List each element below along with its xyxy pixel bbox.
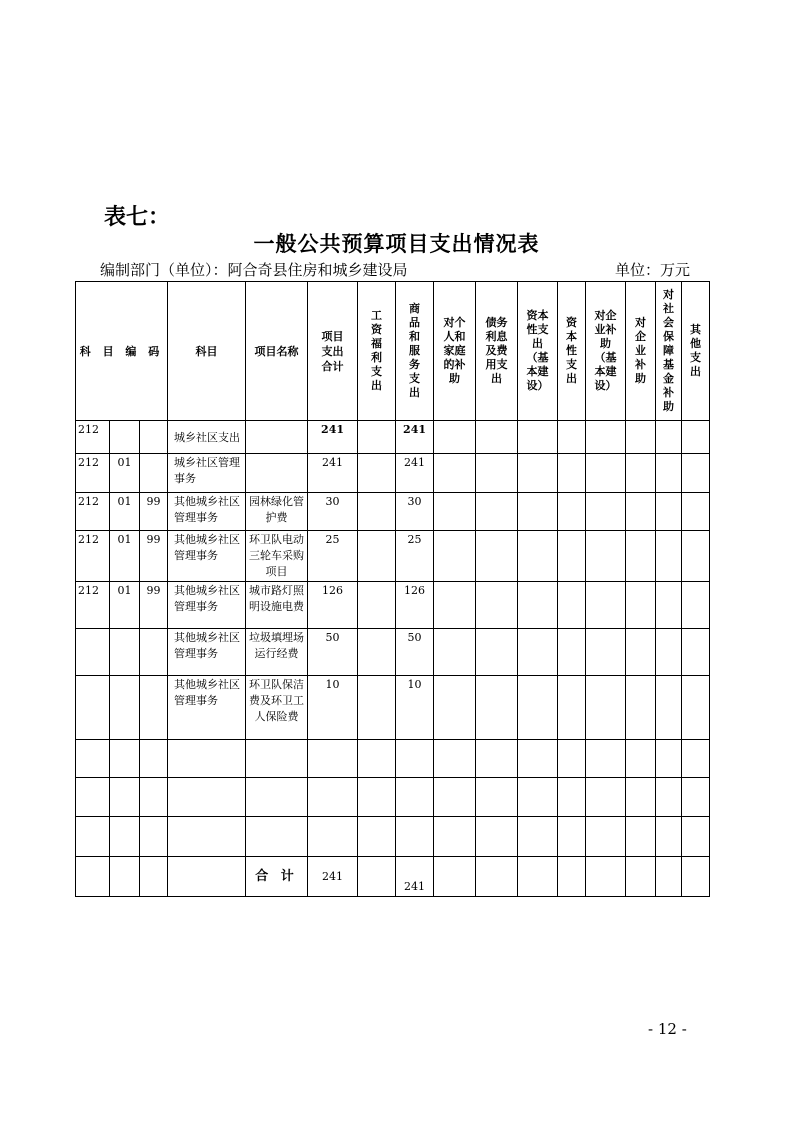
row-empty bbox=[682, 629, 710, 676]
header-subject: 科目 bbox=[168, 282, 246, 421]
row-subject: 城乡社区支出 bbox=[168, 421, 246, 454]
row-empty bbox=[586, 454, 626, 493]
table-row bbox=[76, 582, 710, 629]
row-empty bbox=[626, 421, 656, 454]
row-empty bbox=[518, 493, 558, 531]
row-empty bbox=[682, 421, 710, 454]
header-capital-construction bbox=[518, 282, 558, 421]
row-project: 城市路灯照明设施电费 bbox=[246, 582, 308, 629]
page-title: 一般公共预算项目支出情况表 bbox=[253, 231, 540, 256]
row-empty bbox=[434, 531, 476, 582]
row-subject: 其他城乡社区管理事务 bbox=[168, 582, 246, 629]
header-enterprise-subsidy-text: 对企业补助 bbox=[635, 316, 647, 385]
header-other bbox=[682, 282, 710, 421]
header-debt-interest-text: 债务利息及费用支出 bbox=[485, 316, 508, 385]
row-empty bbox=[558, 493, 586, 531]
row-code-class bbox=[76, 676, 110, 740]
row-empty bbox=[558, 531, 586, 582]
row-empty bbox=[626, 454, 656, 493]
summary-label: 合 计 bbox=[246, 857, 308, 897]
row-empty bbox=[434, 582, 476, 629]
row-code-item bbox=[140, 454, 168, 493]
row-empty bbox=[626, 493, 656, 531]
header-enterprise-subsidy-construction-text: 对企业补助（基本建设） bbox=[594, 309, 617, 392]
header-social-security-fund bbox=[656, 282, 682, 421]
row-code-section bbox=[110, 629, 140, 676]
row-empty bbox=[682, 454, 710, 493]
row-goods: 126 bbox=[396, 582, 434, 629]
row-project bbox=[246, 421, 308, 454]
row-goods: 241 bbox=[396, 421, 434, 454]
row-empty bbox=[656, 582, 682, 629]
row-code-section: 01 bbox=[110, 493, 140, 531]
row-code-section bbox=[110, 421, 140, 454]
row-wages bbox=[358, 676, 396, 740]
row-total: 241 bbox=[308, 454, 358, 493]
table-row-blank bbox=[76, 778, 710, 817]
row-total: 30 bbox=[308, 493, 358, 531]
header-enterprise-subsidy bbox=[626, 282, 656, 421]
row-empty bbox=[656, 531, 682, 582]
row-project bbox=[246, 454, 308, 493]
row-empty bbox=[434, 493, 476, 531]
row-empty bbox=[586, 629, 626, 676]
summary-total: 241 bbox=[308, 857, 358, 897]
row-empty bbox=[586, 531, 626, 582]
row-code-class: 212 bbox=[76, 582, 110, 629]
budget-table bbox=[75, 281, 710, 897]
row-total: 50 bbox=[308, 629, 358, 676]
row-wages bbox=[358, 454, 396, 493]
table-header-row bbox=[76, 282, 710, 421]
table-row-blank bbox=[76, 740, 710, 778]
summary-goods: 241 bbox=[396, 857, 434, 897]
department-label: 编制部门（单位）：阿合奇县住房和城乡建设局 bbox=[100, 261, 408, 279]
row-empty bbox=[656, 454, 682, 493]
row-wages bbox=[358, 421, 396, 454]
row-empty bbox=[434, 421, 476, 454]
row-empty bbox=[682, 493, 710, 531]
row-empty bbox=[518, 454, 558, 493]
row-empty bbox=[518, 676, 558, 740]
row-total: 126 bbox=[308, 582, 358, 629]
header-project-total bbox=[308, 282, 358, 421]
row-empty bbox=[518, 531, 558, 582]
row-subject: 其他城乡社区管理事务 bbox=[168, 676, 246, 740]
row-project: 环卫队保洁费及环卫工人保险费 bbox=[246, 676, 308, 740]
row-total: 25 bbox=[308, 531, 358, 582]
header-enterprise-subsidy-construction bbox=[586, 282, 626, 421]
row-empty bbox=[558, 454, 586, 493]
row-code-class bbox=[76, 629, 110, 676]
row-empty bbox=[626, 531, 656, 582]
row-goods: 50 bbox=[396, 629, 434, 676]
row-empty bbox=[682, 531, 710, 582]
row-project: 园林绿化管护费 bbox=[246, 493, 308, 531]
header-goods-services-text: 商品和服务支出 bbox=[409, 302, 421, 399]
table-row bbox=[76, 531, 710, 582]
row-code-item bbox=[140, 421, 168, 454]
row-subject: 其他城乡社区管理事务 bbox=[168, 531, 246, 582]
row-empty bbox=[476, 421, 518, 454]
header-personal-subsidy bbox=[434, 282, 476, 421]
header-wages bbox=[358, 282, 396, 421]
row-code-section: 01 bbox=[110, 454, 140, 493]
row-wages bbox=[358, 582, 396, 629]
row-empty bbox=[558, 421, 586, 454]
row-empty bbox=[476, 454, 518, 493]
row-empty bbox=[434, 454, 476, 493]
page-number: - 12 - bbox=[648, 1020, 687, 1038]
row-empty bbox=[558, 629, 586, 676]
row-empty bbox=[518, 629, 558, 676]
unit-label: 单位：万元 bbox=[615, 261, 691, 279]
row-empty bbox=[626, 676, 656, 740]
row-code-item: 99 bbox=[140, 493, 168, 531]
row-goods: 30 bbox=[396, 493, 434, 531]
row-empty bbox=[586, 676, 626, 740]
row-empty bbox=[656, 421, 682, 454]
row-code-class: 212 bbox=[76, 493, 110, 531]
table-row bbox=[76, 493, 710, 531]
row-empty bbox=[476, 676, 518, 740]
row-wages bbox=[358, 531, 396, 582]
row-code-item: 99 bbox=[140, 582, 168, 629]
row-subject: 城乡社区管理事务 bbox=[168, 454, 246, 493]
row-empty bbox=[558, 582, 586, 629]
row-code-class: 212 bbox=[76, 454, 110, 493]
row-empty bbox=[558, 676, 586, 740]
table-row-blank bbox=[76, 817, 710, 857]
row-empty bbox=[626, 582, 656, 629]
row-empty bbox=[434, 629, 476, 676]
row-code-section: 01 bbox=[110, 582, 140, 629]
table-row bbox=[76, 629, 710, 676]
row-goods: 241 bbox=[396, 454, 434, 493]
row-empty bbox=[476, 493, 518, 531]
table-row bbox=[76, 454, 710, 493]
row-empty bbox=[476, 629, 518, 676]
header-project-name bbox=[246, 282, 308, 421]
row-goods: 25 bbox=[396, 531, 434, 582]
row-code-class: 212 bbox=[76, 421, 110, 454]
row-empty bbox=[586, 421, 626, 454]
header-wages-text: 工资福利支出 bbox=[371, 309, 383, 392]
row-code-section: 01 bbox=[110, 531, 140, 582]
row-subject: 其他城乡社区管理事务 bbox=[168, 493, 246, 531]
row-project: 垃圾填埋场运行经费 bbox=[246, 629, 308, 676]
row-code-class: 212 bbox=[76, 531, 110, 582]
header-debt-interest bbox=[476, 282, 518, 421]
row-empty bbox=[626, 629, 656, 676]
row-empty bbox=[476, 531, 518, 582]
row-project: 环卫队电动三轮车采购项目 bbox=[246, 531, 308, 582]
row-wages bbox=[358, 493, 396, 531]
row-empty bbox=[586, 493, 626, 531]
row-wages bbox=[358, 629, 396, 676]
row-empty bbox=[476, 582, 518, 629]
row-code-item bbox=[140, 629, 168, 676]
row-empty bbox=[518, 582, 558, 629]
table-row bbox=[76, 676, 710, 740]
header-social-security-fund-text: 对社会保障基金补助 bbox=[663, 288, 675, 413]
row-code-item bbox=[140, 676, 168, 740]
header-other-text: 其他支出 bbox=[690, 323, 702, 378]
table-label: 表七： bbox=[104, 204, 171, 230]
row-empty bbox=[656, 676, 682, 740]
row-empty bbox=[434, 676, 476, 740]
header-goods-services bbox=[396, 282, 434, 421]
header-project-name-text: 项目名称 bbox=[254, 344, 299, 358]
row-total: 10 bbox=[308, 676, 358, 740]
table-row bbox=[76, 421, 710, 454]
row-code-item: 99 bbox=[140, 531, 168, 582]
row-code-section bbox=[110, 676, 140, 740]
row-goods: 10 bbox=[396, 676, 434, 740]
row-empty bbox=[656, 629, 682, 676]
header-personal-subsidy-text: 对个人和家庭的补助 bbox=[443, 316, 466, 385]
row-empty bbox=[656, 493, 682, 531]
row-empty bbox=[682, 676, 710, 740]
header-capital-construction-text: 资本性支出（基本建设） bbox=[526, 309, 549, 392]
row-total: 241 bbox=[308, 421, 358, 454]
header-project-total-text: 项目支出合计 bbox=[321, 329, 344, 373]
row-subject: 其他城乡社区管理事务 bbox=[168, 629, 246, 676]
row-empty bbox=[586, 582, 626, 629]
header-code: 科 目 编 码 bbox=[76, 282, 168, 421]
row-empty bbox=[518, 421, 558, 454]
table-summary-row bbox=[76, 857, 710, 897]
header-capital bbox=[558, 282, 586, 421]
header-capital-text: 资本性支出 bbox=[566, 316, 578, 385]
row-empty bbox=[682, 582, 710, 629]
